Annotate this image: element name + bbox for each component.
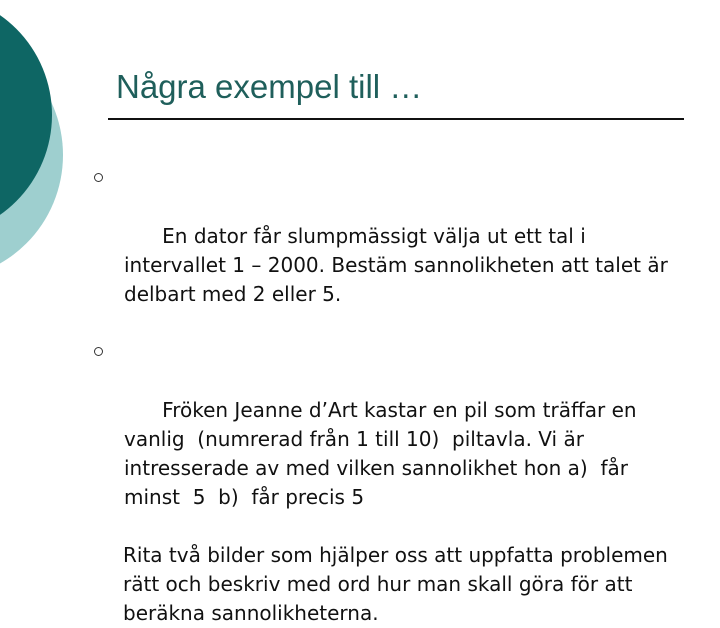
bullet-circle-icon (94, 173, 103, 182)
title-divider (108, 118, 684, 120)
bullet-circle-icon (94, 347, 103, 356)
slide-title: Några exempel till … (116, 68, 423, 105)
instruction-paragraph: Rita två bilder som hjälper oss att uppfatta problemen rätt och beskriv med ord hur man skall göra för att beräkna sannolikheterna. (123, 543, 675, 625)
bullet-item (0, 164, 684, 338)
bullet-item (0, 338, 684, 541)
bullet-text: En dator får slumpmässigt välja ut ett tal i intervallet 1 – 2000. Bestäm sannolikheten att talet är delbart med 2 eller 5. (124, 224, 675, 306)
bullet-text: Fröken Jeanne d’Art kastar en pil som träffar en vanlig (numrerad från 1 till 10) piltavla. Vi är intresserade av med vilken sannolikhet hon a) får minst 5 b) får precis 5 (124, 398, 643, 509)
slide-body (0, 164, 720, 628)
